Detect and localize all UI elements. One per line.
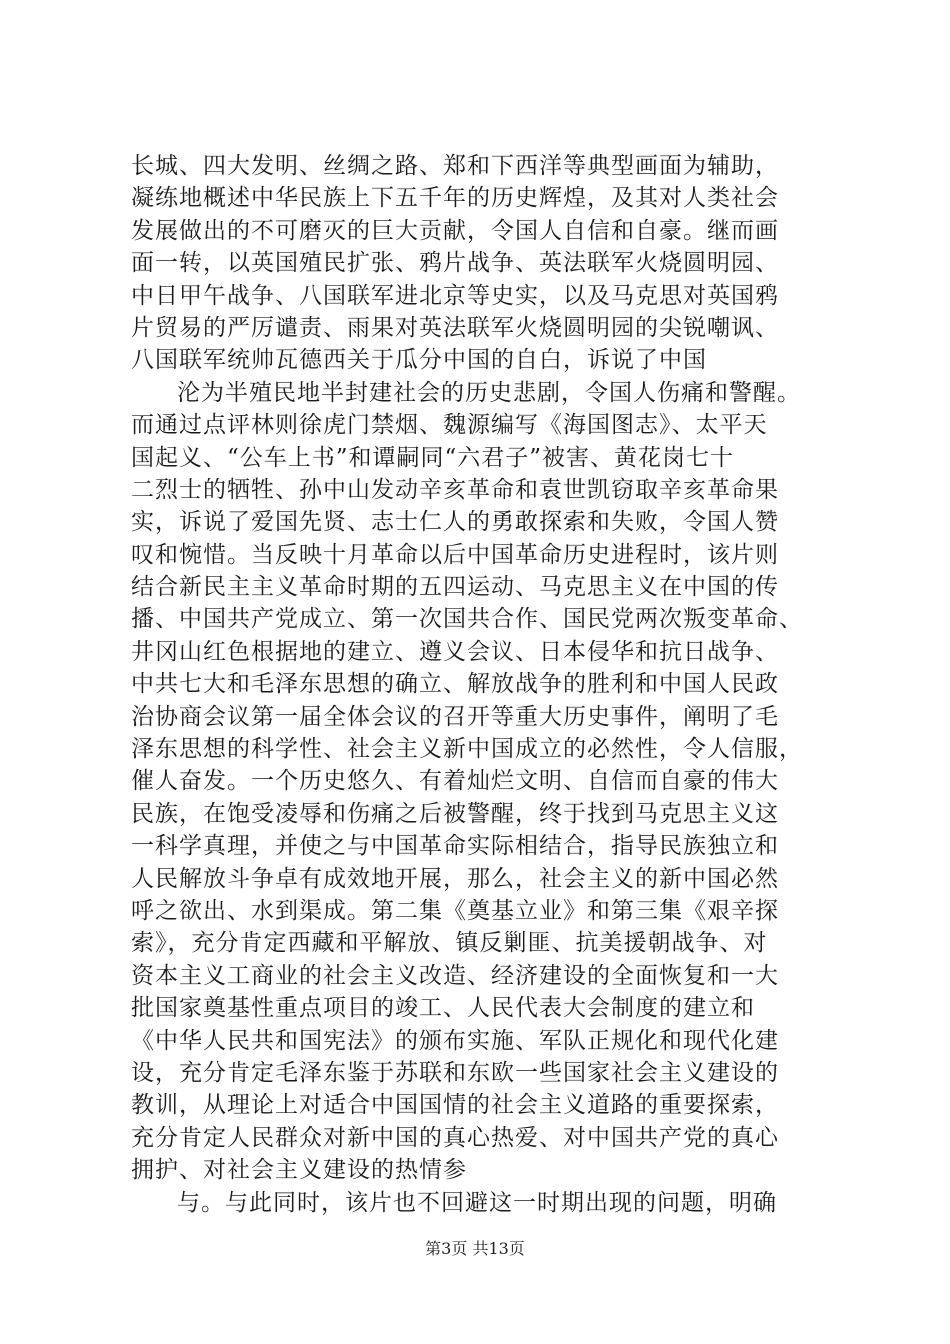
text-line: 结合新民主主义革命时期的五四运动、马克思主义在中国的传: [131, 574, 779, 601]
text-line: 治协商会议第一届全体会议的召开等重大历史事件，阐明了毛: [131, 703, 779, 730]
text-line: 呼之欲出、水到渠成。第二集《奠基立业》和第三集《艰辛探: [131, 897, 779, 924]
text-line: 长城、四大发明、丝绸之路、郑和下西洋等典型画面为辅助，: [131, 153, 779, 179]
text-line: 中日甲午战争、八国联军进北京等史实，以及马克思对英国鸦: [131, 282, 779, 309]
text-line: 与。与此同时，该片也不回避这一时期出现的问题，明确: [177, 1189, 777, 1216]
text-line: 面一转，以英国殖民扩张、鸦片战争、英法联军火烧圆明园、: [131, 250, 779, 277]
text-line: 八国联军统帅瓦德西关于瓜分中国的自白，诉说了中国: [131, 347, 707, 374]
text-line: 一科学真理，并使之与中国革命实际相结合，指导民族独立和: [131, 833, 779, 860]
text-line: 凝练地概述中华民族上下五千年的历史辉煌，及其对人类社会: [131, 185, 779, 212]
text-line: 国起义、“公车上书”和谭嗣同“六君子”被害、黄花岗七十: [131, 444, 735, 471]
text-line: 催人奋发。一个历史悠久、有着灿烂文明、自信而自豪的伟大: [131, 768, 779, 795]
text-line: 教训，从理论上对适合中国国情的社会主义道路的重要探索，: [131, 1092, 779, 1119]
text-line: 泽东思想的科学性、社会主义新中国成立的必然性，令人信服，: [131, 736, 803, 763]
text-line: 资本主义工商业的社会主义改造、经济建设的全面恢复和一大: [131, 962, 779, 989]
text-line: 而通过点评林则徐虎门禁烟、魏源编写《海国图志》、太平天: [131, 412, 768, 439]
text-line: 《中华人民共和国宪法》的颁布实施、军队正规化和现代化建: [131, 1027, 779, 1054]
text-line: 发展做出的不可磨灭的巨大贡献，令国人自信和自豪。继而画: [131, 217, 779, 244]
text-line: 索》，充分肯定西藏和平解放、镇反剿匪、抗美援朝战争、对: [131, 930, 768, 957]
text-line: 中共七大和毛泽东思想的确立、解放战争的胜利和中国人民政: [131, 671, 779, 698]
text-line: 井冈山红色根据地的建立、遵义会议、日本侵华和抗日战争、: [131, 638, 779, 665]
text-line: 批国家奠基性重点项目的竣工、人民代表大会制度的建立和: [131, 995, 755, 1022]
text-line: 充分肯定人民群众对新中国的真心热爱、对中国共产党的真心: [131, 1124, 779, 1151]
text-line: 片贸易的严厉谴责、雨果对英法联军火烧圆明园的尖锐嘲讽、: [131, 314, 779, 341]
text-line: 沦为半殖民地半封建社会的历史悲剧，令国人伤痛和警醒。: [177, 379, 801, 406]
text-line: 人民解放斗争卓有成效地开展，那么，社会主义的新中国必然: [131, 865, 779, 892]
text-line: 实，诉说了爱国先贤、志士仁人的勇敢探索和失败，令国人赞: [131, 509, 779, 536]
text-line: 叹和惋惜。当反映十月革命以后中国革命历史进程时，该片则: [131, 541, 779, 568]
text-line: 二烈士的牺牲、孙中山发动辛亥革命和袁世凯窃取辛亥革命果: [131, 476, 779, 503]
text-line: 设，充分肯定毛泽东鉴于苏联和东欧一些国家社会主义建设的: [131, 1059, 779, 1086]
text-line: 播、中国共产党成立、第一次国共合作、国民党两次叛变革命、: [131, 606, 803, 633]
text-line: 拥护、对社会主义建设的热情参: [131, 1157, 467, 1184]
body-text: [131, 150, 831, 1219]
page-footer: 第3页 共13页: [425, 1239, 525, 1258]
text-line: 民族，在饱受凌辱和伤痛之后被警醒，终于找到马克思主义这: [131, 800, 779, 827]
